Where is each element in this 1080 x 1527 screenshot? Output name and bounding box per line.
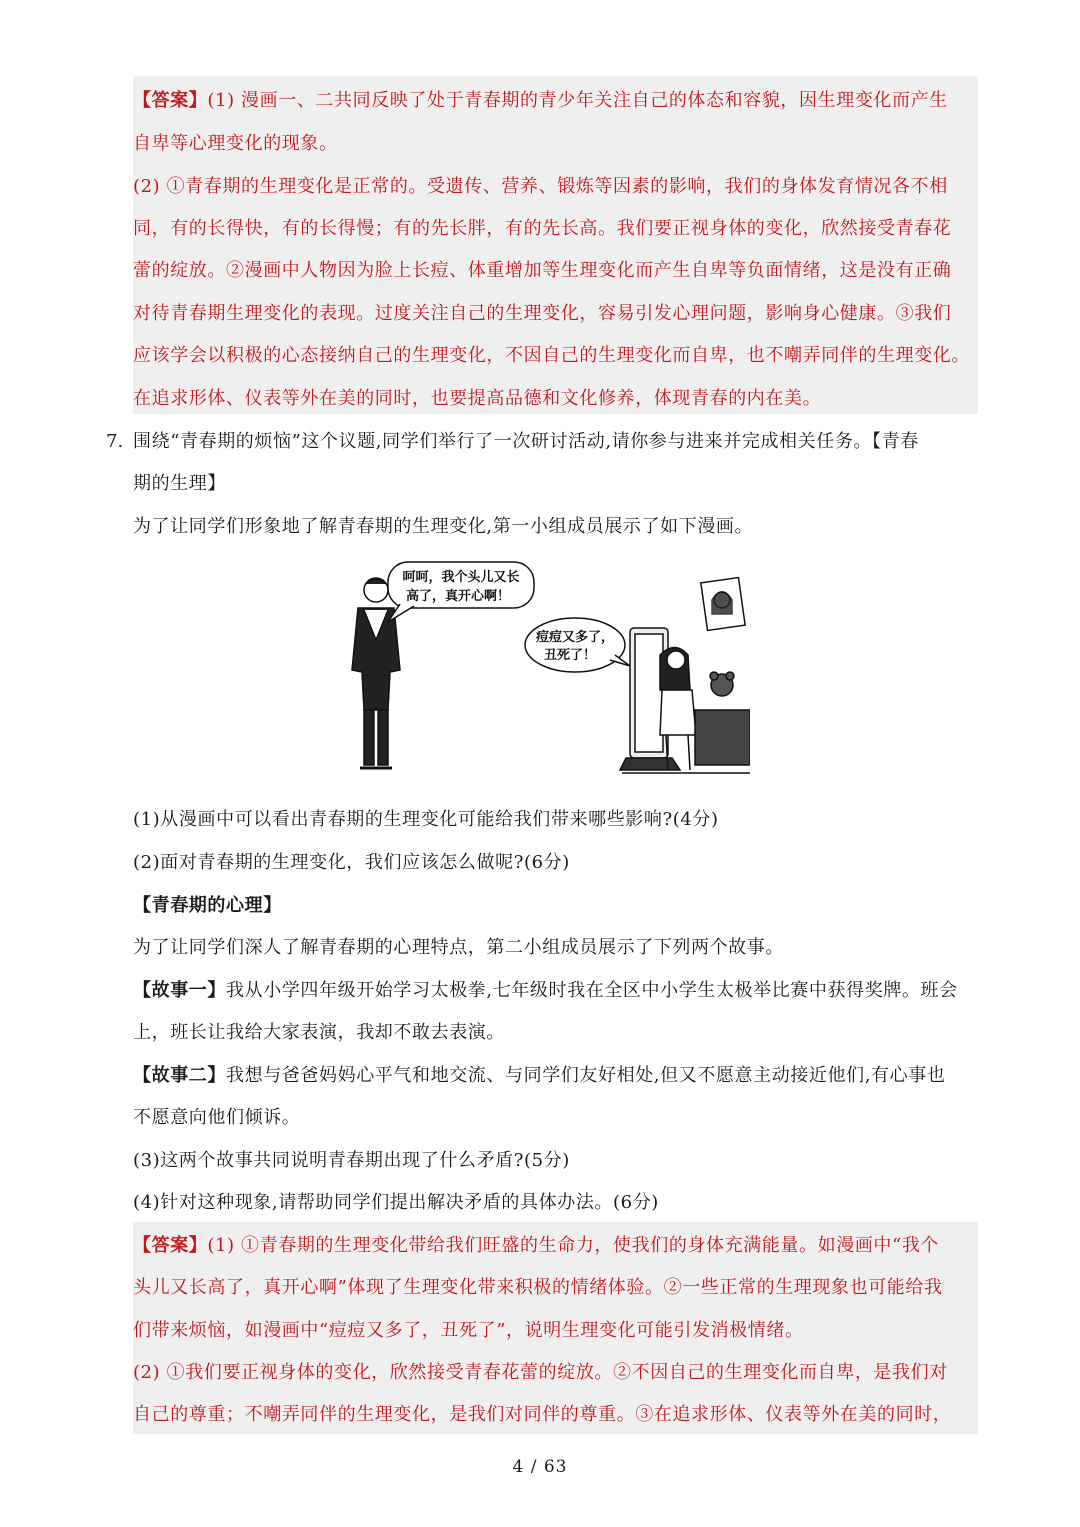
mirror-scene: [620, 578, 750, 773]
answer-box-2: [133, 1222, 978, 1434]
answer-box-1: [133, 76, 978, 414]
story-2-line-1: 【故事二】我想与爸爸妈妈心平气和地交流、与同学们友好相处,但又不愿意主动接近他们,有心事也: [133, 1065, 946, 1086]
story-1-tag: 【故事一】: [133, 980, 226, 1001]
page-number: 4 / 63: [512, 1457, 568, 1477]
answer-line: 对待青春期生理变化的表现。过度关注自己的生理变化，容易引发心理问题，影响身心健康。③我们: [133, 303, 952, 324]
answer-line: 们带来烦恼，如漫画中“痘痘又多了，丑死了”，说明生理变化可能引发消极情绪。: [133, 1320, 804, 1341]
answer-line: 【答案】(1) ①青春期的生理变化带给我们旺盛的生命力，使我们的身体充满能量。如漫画中“我个: [133, 1235, 940, 1256]
answer-line: 蕾的绽放。②漫画中人物因为脸上长痘、体重增加等生理变化而产生自卑等负面情绪，这是没有正确: [133, 260, 952, 281]
story-2-line-2: 不愿意向他们倾诉。: [133, 1107, 301, 1128]
answer-line: 头儿又长高了，真开心啊”体现了生理变化带来积极的情绪体验。②一些正常的生理现象也可能给我: [133, 1277, 943, 1298]
question-text: 围绕“青春期的烦恼”这个议题,同学们举行了一次研讨活动,请你参与进来并完成相关任务。【青春: [133, 431, 919, 452]
answer-line: 自己的尊重；不嘲弄同伴的生理变化，是我们对同伴的尊重。③在追求形体、仪表等外在美的同时，: [133, 1404, 952, 1425]
answer-line: 【答案】(1) 漫画一、二共同反映了处于青春期的青少年关注自己的体态和容貌，因生理变化而产生: [133, 90, 948, 111]
question-text: 为了让同学们形象地了解青春期的生理变化,第一小组成员展示了如下漫画。: [133, 516, 754, 537]
bubble-1-line-2: 高了，真开心啊！: [405, 589, 511, 604]
answer-line: 在追求形体、仪表等外在美的同时，也要提高品德和文化修养，体现青春的内在美。: [133, 388, 822, 409]
answer-line: (2) ①我们要正视身体的变化，欣然接受青春花蕾的绽放。②不因自己的生理变化而自卑，是我们对: [133, 1362, 948, 1383]
comic-illustration: [330, 560, 750, 785]
question-text: 期的生理】: [133, 473, 226, 494]
question-item-3: (3)这两个故事共同说明青春期出现了什么矛盾?(5分): [133, 1150, 570, 1171]
section-intro: 为了让同学们深人了解青春期的心理特点，第二小组成员展示了下列两个故事。: [133, 937, 784, 958]
answer-line: (2) ①青春期的生理变化是正常的。受遗传、营养、锻炼等因素的影响，我们的身体发育情况各不相: [133, 176, 948, 197]
story-1-line-2: 上，班长让我给大家表演，我却不敢去表演。: [133, 1022, 505, 1043]
story-1-line-1: 【故事一】我从小学四年级开始学习太极拳,七年级时我在全区中小学生太极举比赛中获得奖牌。班会: [133, 980, 958, 1001]
answer-tag: 【答案】: [133, 90, 208, 111]
question-item-2: (2)面对青春期的生理变化，我们应该怎么做呢?(6分): [133, 852, 570, 873]
bubble-1-line-1: 呵呵，我个头儿又长: [402, 570, 520, 585]
bubble-2-line-2: 丑死了！: [543, 648, 597, 663]
section-heading-psychology: 【青春期的心理】: [133, 895, 282, 916]
speech-bubble-2: [525, 618, 630, 672]
question-item-4: (4)针对这种现象,请帮助同学们提出解决矛盾的具体办法。(6分): [133, 1192, 659, 1213]
answer-tag: 【答案】: [133, 1235, 208, 1256]
answer-line: 应该学会以积极的心态接纳自己的生理变化，不因自己的生理变化而自卑，也不嘲弄同伴的生理变化。: [133, 345, 970, 366]
story-2-tag: 【故事二】: [133, 1065, 226, 1086]
bubble-2-line-1: 痘痘又多了，: [535, 630, 615, 645]
boy-figure: [352, 578, 400, 768]
speech-bubble-1: [388, 562, 534, 622]
answer-line: 自卑等心理变化的现象。: [133, 133, 338, 154]
question-number: 7.: [106, 431, 124, 452]
answer-line: 同，有的长得快，有的长得慢；有的先长胖，有的先长高。我们要正视身体的变化，欣然接受青春花: [133, 218, 952, 239]
question-item-1: (1)从漫画中可以看出青春期的生理变化可能给我们带来哪些影响?(4分): [133, 809, 719, 830]
